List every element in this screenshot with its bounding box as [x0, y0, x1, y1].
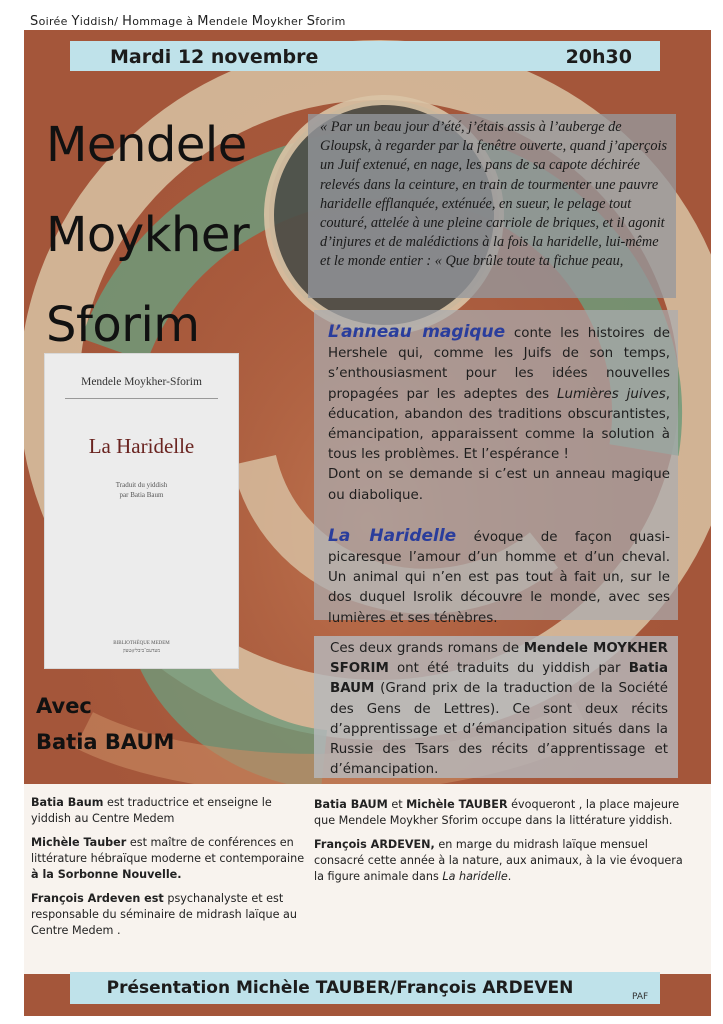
- bio-tauber: Michèle Tauber est maître de conférences en littérature hébraïque moderne et contemporaine à la Sorbonne Nouvelle.: [31, 836, 305, 881]
- title-line-3: Sforim: [46, 297, 200, 353]
- paf-label: PAF: [632, 992, 649, 1002]
- book1-paragraph: L’anneau magique conte les histoires de Hershele qui, comme les Juifs de son temps, s’enthousiasment pour les idées nouvelles propagées par les adeptes des Lumières juives, éducation, abandon des traditions obscurantistes, émancipation, apparaissent comme la solution à tous les problèmes. Et l’espérance !: [328, 322, 670, 463]
- date-banner: [70, 41, 660, 71]
- translation-box: Ces deux grands romans de Mendele MOYKHER SFORIM ont été traduits du yiddish par Batia BAUM (Grand prix de la traduction de la Société des Gens de Lettres). Ce sont deux récits d’apprentissage et d’émancipation situés dans la Russie des Tsars des récits d’apprentissage et d’émancipation.: [314, 636, 678, 778]
- presenters: Présentation Michèle TAUBER/François ARDEVEN: [106, 978, 574, 998]
- books-description: [314, 310, 678, 626]
- program-p1: Batia BAUM et Michèle TAUBER évoqueront , la place majeure que Mendele Moykher Sforim occupe dans la littérature yiddish.: [314, 798, 680, 827]
- quote-box: « Par un beau jour d’été, j’étais assis à l’auberge de Gloupsk, à regarder par la fenêtre ouverte, quand j’aperçois un Juif extenué, en nage, les pans de sa capote déchirée relevés dans la ceinture, en train de tourmenter une pauvre haridelle efflanquée, exténuée, en sueur, le pelage tout couturé, attelée à une pleine carriole de briques, et il agonit d’injures et de malédictions à la fois la haridelle, lui-même et le monde entier : « Que brûle toute ta fichue peau,: [308, 114, 676, 298]
- title-line-1: Mendele: [46, 117, 247, 173]
- cover-rule: [65, 398, 218, 399]
- book1-title: L’anneau magique: [328, 322, 506, 342]
- bio-baum: Batia Baum est traductrice et enseigne le yiddish au Centre Medem: [31, 796, 272, 825]
- cover-title: La Haridelle: [88, 434, 195, 458]
- program-p2: François ARDEVEN, en marge du midrash laïque mensuel consacré cette année à la nature, aux animaux, à la vie évoquera la figure animale dans La haridelle.: [314, 838, 683, 883]
- book-cover-image: [45, 354, 238, 668]
- cover-author: Mendele Moykher-Sforim: [81, 376, 202, 388]
- author-title: [46, 100, 249, 370]
- speakers-bios: [31, 795, 306, 947]
- presentation-banner: [70, 972, 660, 1004]
- book1-paragraph-2: Dont on se demande si c’est un anneau magique ou diabolique.: [328, 467, 670, 503]
- guest-block: Avec Batia BAUM: [36, 694, 175, 754]
- event-time: 20h30: [565, 46, 632, 68]
- event-header: Soirée Yiddish/ Hommage à Mendele Moykher Sforim: [30, 14, 346, 29]
- cover-subtitle: Traduit du yiddish par Batia Baum: [115, 481, 168, 499]
- book2-paragraph: La Haridelle évoque de façon quasi-picaresque l’amour d’un homme et d’un cheval. Un animal qui n’en est pas tout à fait un, sur le dos duquel Isrolik découvre le monde, avec ses lumières et ses ténèbres.: [328, 525, 671, 626]
- book2-title: La Haridelle: [328, 525, 457, 546]
- event-program: [314, 797, 684, 893]
- bio-ardeven: François Ardeven est psychanalyste et est responsable du séminaire de midrash laïque au Centre Medem .: [31, 892, 297, 937]
- title-line-2: Moykher: [46, 207, 250, 263]
- event-date: Mardi 12 novembre: [110, 46, 319, 68]
- cover-publisher: BIBLIOTHÈQUE MEDEM מעדעם־ביבליאָטעק: [113, 641, 170, 654]
